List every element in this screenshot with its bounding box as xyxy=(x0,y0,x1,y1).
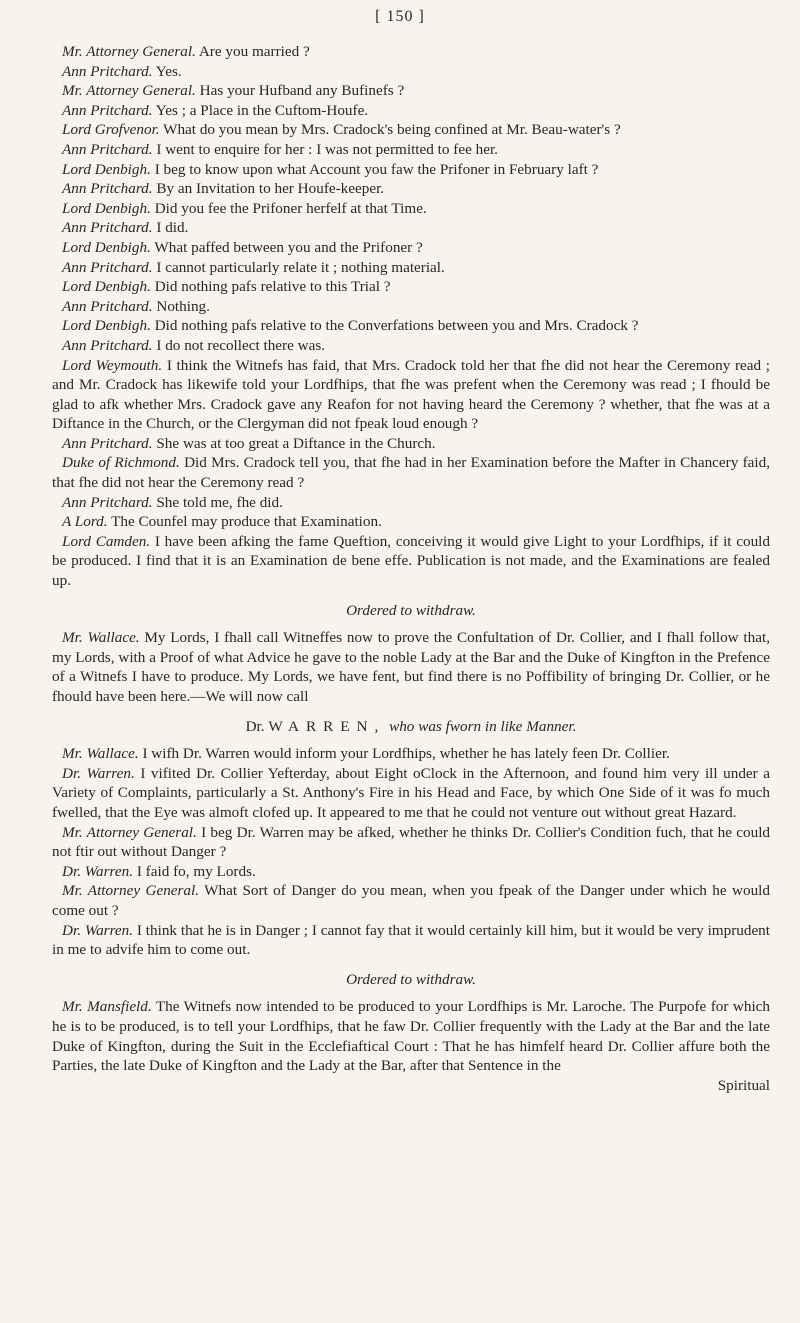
witness-heading xyxy=(52,717,770,737)
dialogue-turn xyxy=(52,238,770,258)
speaker-name: Lord Denbigh. xyxy=(62,317,151,335)
speaker-name: A Lord. xyxy=(62,513,108,531)
speaker-name: Mr. Attorney General. xyxy=(62,43,196,60)
dialogue-turn xyxy=(52,62,770,82)
speaker-name: Lord Denbigh. xyxy=(62,278,151,296)
speaker-name: Mr. Wallace. xyxy=(62,745,139,763)
page-number: [ 150 ] xyxy=(375,8,425,25)
dialogue-turn xyxy=(52,316,770,336)
speech-text: My Lords, I fhall call Witneffes now to prove the Confultation of Dr. Collier, and I fhall follow that, my Lords, with a Proof of what Advice he gave to the noble Lady at the Bar and the Duke of Kingfton in the Prefence of a Witnefs I have to produce. My Lords, we have fent, but find there is no Poffibility of bringing Dr. Collier, or he fhould have been here.—We will now call xyxy=(52,629,770,705)
speaker-name: Dr. Warren. xyxy=(62,862,134,880)
speaker-name: Lord Denbigh. xyxy=(62,199,151,217)
speech-text: I cannot particularly relate it ; nothing material. xyxy=(152,258,445,276)
dialogue-turn xyxy=(52,42,770,62)
speaker-name: Mr. Mansfield. xyxy=(62,998,152,1016)
dialogue-turn xyxy=(52,628,770,706)
speech-text: I faid fo, my Lords. xyxy=(133,862,256,880)
speaker-name: Mr. Attorney General. xyxy=(62,823,197,841)
dialogue-turn xyxy=(52,120,770,140)
dialogue-turn xyxy=(52,512,770,532)
speech-text: The Witnefs now intended to be produced to your Lordfhips is Mr. Laroche. The Purpofe for which he is to be produced, is to tell your Lordfhips, that he faw Dr. Collier frequently with the Lady at the Bar and the late Duke of Kingfton, during the Suit in the Ecclefiaftical Court : That he has himfelf heard Dr. Collier affure both the Parties, the late Duke of Kingfton and the Lady at the Bar, after that Sentence in the xyxy=(52,998,770,1075)
speech-text: I vifited Dr. Collier Yefterday, about Eight oClock in the Afternoon, and found him very ill under a Variety of Complaints, particularly a St. Anthony's Fire in his Head and Face, by which One Side of it was fo much fwelled, that the Eye was almoft clofed up. It appeared to me that he could not venture out without great Hazard. xyxy=(52,764,770,821)
dialogue-turn xyxy=(52,199,770,219)
speaker-name: Ann Pritchard. xyxy=(62,62,153,80)
stage-direction-withdraw-2: Ordered to withdraw. xyxy=(346,970,476,988)
dialogue-turn xyxy=(52,862,770,882)
dialogue-turn xyxy=(52,258,770,278)
witness-sworn-note: who was fworn in like Manner. xyxy=(389,717,577,735)
dialogue-turn xyxy=(52,532,770,591)
speaker-name: Ann Pritchard. xyxy=(62,297,153,315)
dialogue-turn xyxy=(52,921,770,960)
dialogue-block-3 xyxy=(52,744,770,960)
speaker-name: Ann Pritchard. xyxy=(62,140,153,158)
dialogue-turn xyxy=(52,101,770,121)
dialogue-turn xyxy=(52,140,770,160)
speaker-name: Lord Denbigh. xyxy=(62,160,151,178)
speaker-name: Mr. Attorney General. xyxy=(62,882,200,900)
speech-text: Did Mrs. Cradock tell you, that fhe had in her Examination before the Mafter in Chancery faid, that fhe did not hear the Ceremony read ? xyxy=(52,454,770,492)
speech-text: I have been afking the fame Queftion, conceiving it would give Light to your Lordfhips, if it could be produced. I find that it is an Examination de bene effe. Publication is not made, and the Examinations are fealed up. xyxy=(52,532,770,590)
dialogue-block-1 xyxy=(52,42,770,591)
speaker-name: Lord Grofvenor. xyxy=(62,121,160,139)
speech-text: Nothing. xyxy=(152,297,210,315)
speech-text: I went to enquire for her : I was not permitted to fee her. xyxy=(152,140,498,158)
speaker-name: Duke of Richmond. xyxy=(62,454,180,472)
speaker-name: Mr. Attorney General. xyxy=(62,82,196,100)
dialogue-turn xyxy=(52,823,770,862)
dialogue-turn xyxy=(52,81,770,101)
speech-text: I beg to know upon what Account you faw the Prifoner in February laft ? xyxy=(150,160,599,178)
speech-text: Did nothing pafs relative to the Converfations between you and Mrs. Cradock ? xyxy=(150,317,639,335)
speech-text: What do you mean by Mrs. Cradock's being confined at Mr. Beau-water's ? xyxy=(159,121,621,139)
dialogue-block-2 xyxy=(52,628,770,706)
witness-name: WARREN, xyxy=(268,717,386,735)
speech-text: I think the Witnefs has faid, that Mrs. Cradock told her that fhe did not hear the Ceremony read ; and Mr. Cradock has likewife told your Lordfhips, that fhe was prefent when the Ceremony was read ; I fhould be glad to afk whether Mrs. Cradock gave any Reafon for not having heard the Ceremony ? whether, that fhe was at a Diftance in the Church, or the Clergyman did not fpeak loud enough ? xyxy=(52,356,770,433)
stage-direction-withdraw-1: Ordered to withdraw. xyxy=(346,601,476,619)
speaker-name: Ann Pritchard. xyxy=(62,434,153,452)
speaker-name: Mr. Wallace. xyxy=(62,629,140,647)
speech-text: What Sort of Danger do you mean, when you fpeak of the Danger under which he would come out ? xyxy=(52,882,770,919)
speaker-name: Ann Pritchard. xyxy=(62,336,153,354)
dialogue-turn xyxy=(52,179,770,199)
speaker-name: Ann Pritchard. xyxy=(62,258,153,276)
speech-text: I did. xyxy=(152,219,189,237)
dialogue-turn xyxy=(52,997,770,1075)
speech-text: I beg Dr. Warren may be afked, whether he thinks Dr. Collier's Condition fuch, that he could not ftir out without Danger ? xyxy=(52,823,771,861)
speech-text: Are you married ? xyxy=(195,43,310,60)
speech-text: I do not recollect there was. xyxy=(152,336,326,354)
speech-text: By an Invitation to her Houfe-keeper. xyxy=(152,180,385,198)
speaker-name: Ann Pritchard. xyxy=(62,219,153,237)
speech-text: The Counfel may produce that Examination. xyxy=(107,513,382,531)
speech-text: Did you fee the Prifoner herfelf at that Time. xyxy=(150,199,427,217)
speaker-name: Ann Pritchard. xyxy=(62,101,153,119)
dialogue-turn xyxy=(52,434,770,454)
speech-text: Yes ; a Place in the Cuftom-Houfe. xyxy=(152,101,369,119)
speech-text: Has your Hufband any Bufinefs ? xyxy=(195,82,405,100)
dialogue-turn xyxy=(52,160,770,180)
speaker-name: Ann Pritchard. xyxy=(62,180,153,198)
speech-text: Did nothing pafs relative to this Trial ? xyxy=(150,278,391,296)
speaker-name: Lord Denbigh. xyxy=(62,238,151,256)
speech-text: She told me, fhe did. xyxy=(152,493,283,511)
dialogue-turn xyxy=(52,277,770,297)
speaker-name: Ann Pritchard. xyxy=(62,493,153,511)
speaker-name: Lord Camden. xyxy=(62,532,151,550)
dialogue-turn xyxy=(52,744,770,764)
dialogue-turn xyxy=(52,218,770,238)
dialogue-turn xyxy=(52,453,770,492)
dialogue-turn xyxy=(52,356,770,434)
catchword: Spiritual xyxy=(717,1076,770,1094)
speech-text: She was at too great a Diftance in the Church. xyxy=(152,434,436,452)
dialogue-block-4 xyxy=(52,997,770,1075)
speech-text: I wifh Dr. Warren would inform your Lordfhips, whether he has lately feen Dr. Collier. xyxy=(138,745,670,763)
speaker-name: Dr. Warren. xyxy=(62,921,134,939)
dialogue-turn xyxy=(52,336,770,356)
dialogue-turn xyxy=(52,493,770,513)
speech-text: What paffed between you and the Prifoner ? xyxy=(150,238,423,256)
speech-text: I think that he is in Danger ; I cannot fay that it would certainly kill him, but it would be very imprudent in me to advife him to come out. xyxy=(52,921,770,959)
witness-title: Dr. xyxy=(245,717,265,735)
dialogue-turn xyxy=(52,881,770,920)
dialogue-turn xyxy=(52,764,770,823)
dialogue-turn xyxy=(52,297,770,317)
page-text xyxy=(52,42,770,1095)
speech-text: Yes. xyxy=(152,62,182,80)
speaker-name: Lord Weymouth. xyxy=(62,356,163,374)
speaker-name: Dr. Warren. xyxy=(62,764,135,782)
